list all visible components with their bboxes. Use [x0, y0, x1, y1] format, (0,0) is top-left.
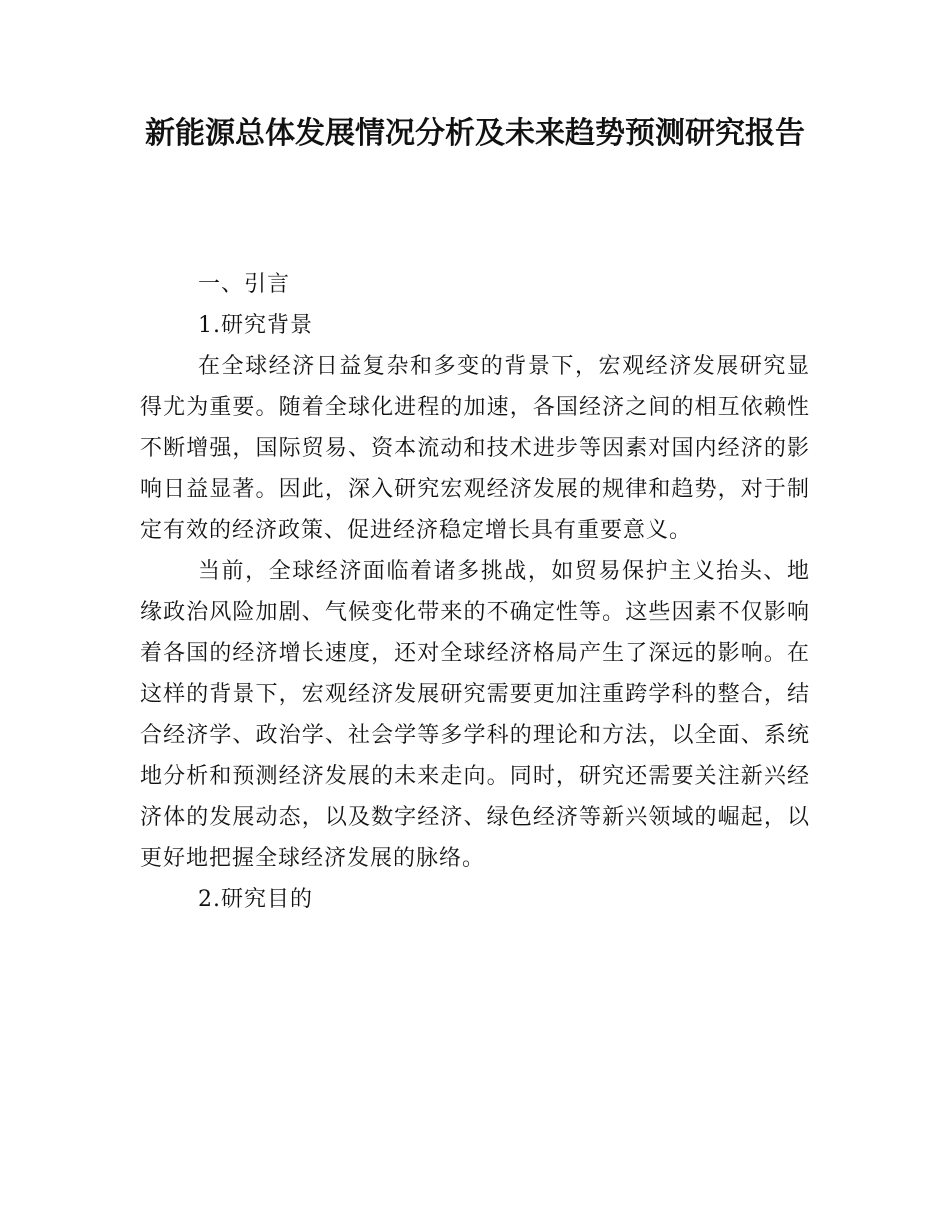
paragraph: 在全球经济日益复杂和多变的背景下，宏观经济发展研究显得尤为重要。随着全球化进程的加速，各国经济之间的相互依赖性不断增强，国际贸易、资本流动和技术进步等因素对国内经济的影响日益显著。因此，深入研究宏观经济发展的规律和趋势，对于制定有效的经济政策、促进经济稳定增长具有重要意义。 [140, 354, 810, 543]
document-title: 新能源总体发展情况分析及未来趋势预测研究报告 [145, 116, 805, 151]
section-heading: 一、引言 [198, 272, 291, 297]
subsection-heading: 2.研究目的 [198, 887, 313, 912]
subsection-heading: 1.研究背景 [198, 313, 313, 338]
paragraph: 当前，全球经济面临着诸多挑战，如贸易保护主义抬头、地缘政治风险加剧、气候变化带来的不确定性等。这些因素不仅影响着各国的经济增长速度，还对全球经济格局产生了深远的影响。在这样的背景下，宏观经济发展研究需要更加注重跨学科的整合，结合经济学、政治学、社会学等多学科的理论和方法，以全面、系统地分析和预测经济发展的未来走向。同时，研究还需要关注新兴经济体的发展动态，以及数字经济、绿色经济等新兴领域的崛起，以更好地把握全球经济发展的脉络。 [140, 559, 810, 871]
document-body [140, 264, 810, 920]
